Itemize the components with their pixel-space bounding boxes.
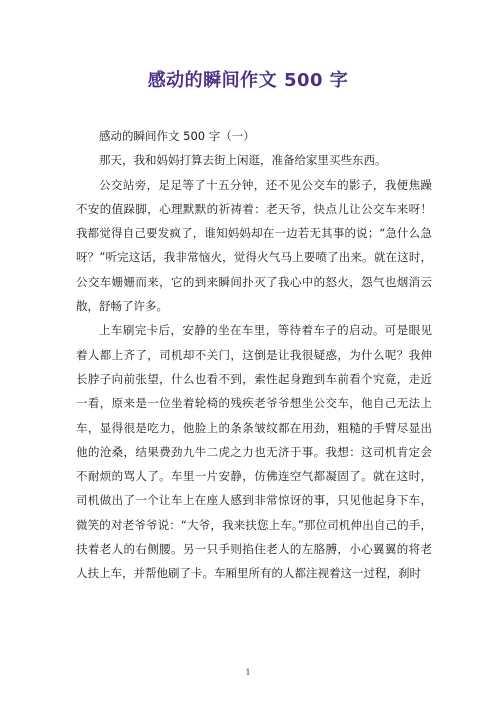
document-body: [76, 124, 432, 586]
paragraph-2: 公交站旁，足足等了十五分钟，还不见公交车的影子，我便焦躁不安的值跺脚，心理默默的祈祷着：老天爷，快点儿让公交车来呀！我都觉得自己要发疯了，谁知妈妈却在一边若无其事的说；“急什么急呀？”听完这话，我非常恼火，觉得火气马上要喷了出来。就在这时，公交车姗姗而来，它的到来瞬间扑灭了我心中的怒火，怨气也烟消云散，舒畅了许多。: [76, 177, 432, 314]
paragraph-subtitle: 感动的瞬间作文 500 字（一）: [99, 129, 255, 143]
paragraph-3: 上车刷完卡后，安静的坐在车里，等待着车子的启动。可是眼见着人都上齐了，司机却不关门，这倒是让我很疑惑，为什么呢？我伸长脖子向前张望，什么也看不到，索性起身跑到车前看个究竟，走近一看，原来是一位坐着轮椅的残疾老爷爷想坐公交车，他自己无法上车，显得很是吃力，他脸上的条条皱纹都在用劲，粗糙的手臂尽显出他的沧桑，结果费劲九牛二虎之力也无济于事。我想：这司机肯定会不耐烦的骂人了。车里一片安静，仿佛连空气都凝固了。就在这时，司机做出了一个让车上在座人感到非常惊讶的事，只见他起身下车，微笑的对老爷爷说：“大爷，我来扶您上车。”那位司机伸出自己的手，扶着老人的右侧腰。另一只手则掐住老人的左胳膊，小心翼翼的将老人扶上车，并帮他刷了卡。车厢里所有的人都注视着这一过程，刹时: [76, 323, 432, 581]
page-number: 1: [245, 668, 251, 677]
document-title: 感动的瞬间作文 500 字: [147, 70, 349, 91]
paragraph-1: 那天，我和妈妈打算去街上闲逛，准备给家里买些东西。: [99, 153, 387, 168]
